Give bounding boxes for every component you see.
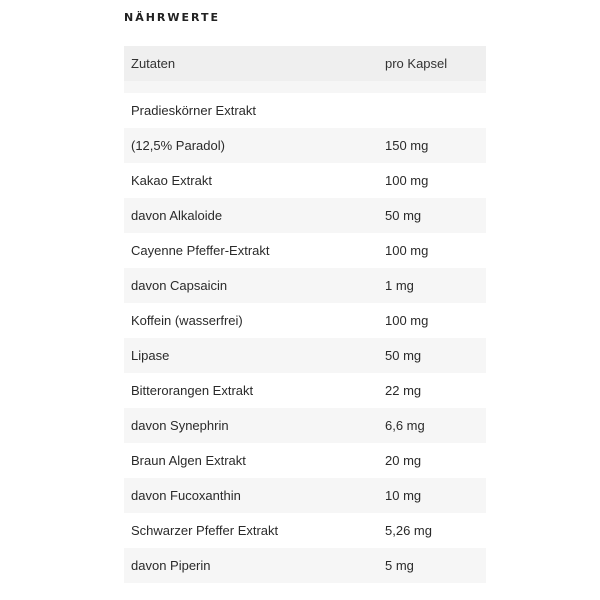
amount-cell: 50 mg [385,208,422,223]
table-row [124,163,486,198]
table-row [124,128,486,163]
table-row [124,268,486,303]
table-header-row [124,46,486,81]
ingredient-cell: Bitterorangen Extrakt [131,383,254,398]
ingredient-cell: Braun Algen Extrakt [131,453,246,468]
table-spacer [124,81,486,93]
table-row [124,303,486,338]
amount-cell: 20 mg [385,453,422,468]
table-row [124,408,486,443]
amount-cell: 5 mg [385,558,414,573]
ingredient-cell: Kakao Extrakt [131,173,212,188]
ingredient-cell: Lipase [131,348,170,363]
ingredient-cell: Koffein (wasserfrei) [131,313,243,328]
table-row [124,233,486,268]
ingredient-cell: Cayenne Pfeffer-Extrakt [131,243,270,258]
ingredient-cell: Pradieskörner Extrakt [131,103,256,118]
header-amount: pro Kapsel [385,56,448,71]
table-row [124,93,486,128]
amount-cell: 100 mg [385,173,429,188]
amount-cell: 5,26 mg [385,523,432,538]
table-row [124,338,486,373]
amount-cell: 150 mg [385,138,429,153]
amount-cell: 10 mg [385,488,422,503]
table-row [124,478,486,513]
ingredient-cell: davon Fucoxanthin [131,488,241,503]
amount-cell: 22 mg [385,383,422,398]
table-row [124,443,486,478]
ingredient-cell: davon Synephrin [131,418,229,433]
amount-cell: 100 mg [385,313,429,328]
amount-cell: 1 mg [385,278,414,293]
header-ingredient: Zutaten [131,56,176,71]
amount-cell: 100 mg [385,243,429,258]
table-row [124,548,486,583]
table-row [124,513,486,548]
ingredient-cell: (12,5% Paradol) [131,138,225,153]
nutrition-table [124,46,486,583]
table-row [124,373,486,408]
table-row [124,198,486,233]
ingredient-cell: davon Capsaicin [131,278,228,293]
amount-cell: 50 mg [385,348,422,363]
ingredient-cell: davon Piperin [131,558,211,573]
ingredient-cell: Schwarzer Pfeffer Extrakt [131,523,279,538]
section-title: NÄHRWERTE [124,11,221,24]
ingredient-cell: davon Alkaloide [131,208,223,223]
amount-cell: 6,6 mg [385,418,425,433]
